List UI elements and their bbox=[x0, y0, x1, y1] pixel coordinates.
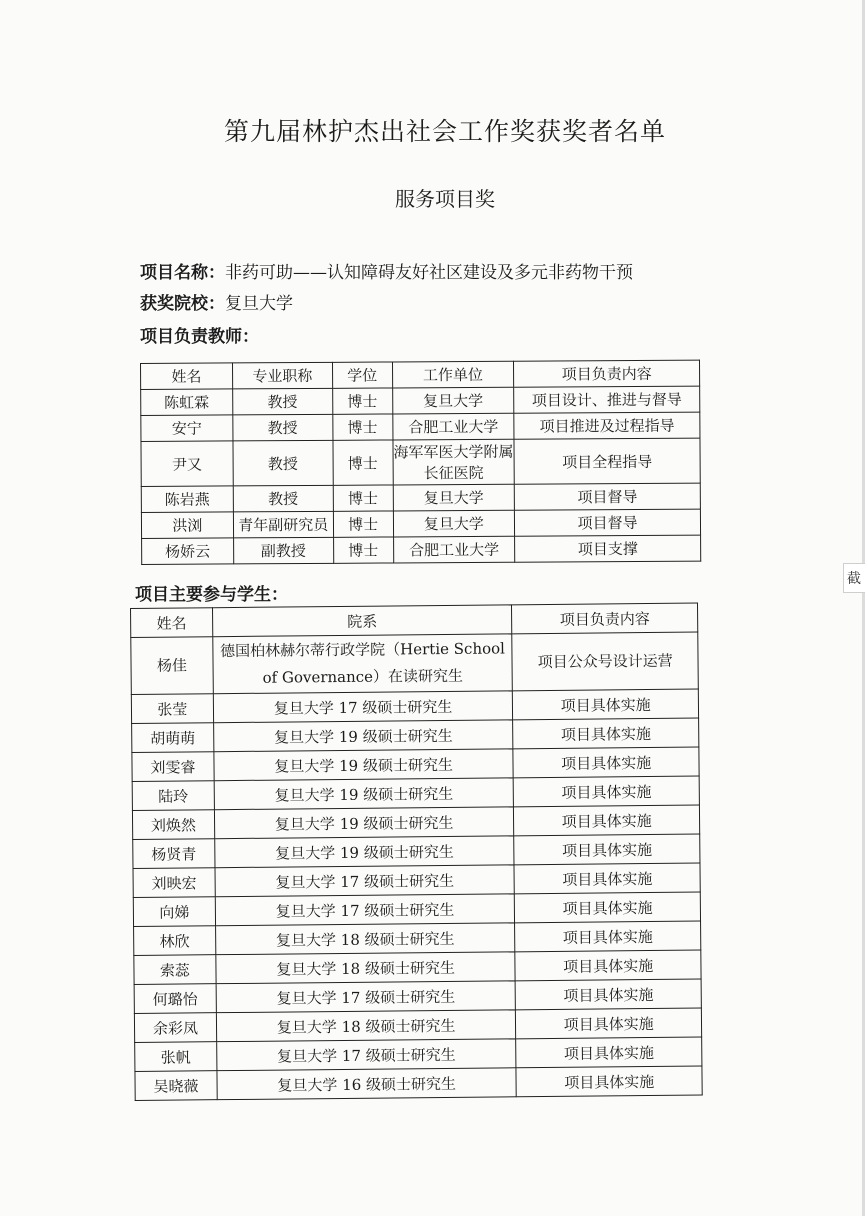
table-cell: 陈岩燕 bbox=[141, 486, 233, 513]
table-cell: 复旦大学 17 级硕士研究生 bbox=[217, 1039, 517, 1071]
table-cell: 复旦大学 17 级硕士研究生 bbox=[215, 865, 515, 897]
table-cell: 教授 bbox=[232, 388, 332, 415]
table-cell: 复旦大学 bbox=[392, 387, 514, 414]
table-row bbox=[141, 438, 700, 486]
table-cell: 张帆 bbox=[135, 1042, 217, 1072]
table-cell: 胡萌萌 bbox=[132, 723, 214, 753]
header-degree: 学位 bbox=[332, 362, 392, 388]
table-cell: 海军军医大学附属长征医院 bbox=[393, 439, 515, 485]
table-cell: 教授 bbox=[233, 440, 333, 486]
table-cell: 副教授 bbox=[233, 537, 333, 564]
table-row bbox=[135, 1066, 702, 1100]
table-cell: 林欣 bbox=[134, 926, 216, 956]
table-cell: 教授 bbox=[233, 414, 333, 441]
header-department: 院系 bbox=[212, 605, 512, 637]
table-cell: 张莹 bbox=[131, 694, 213, 724]
teachers-table bbox=[140, 360, 701, 565]
table-cell: 项目公众号设计运营 bbox=[512, 632, 698, 691]
page-subtitle: 服务项目奖 bbox=[395, 187, 495, 211]
table-cell: 博士 bbox=[333, 511, 393, 537]
students-table bbox=[130, 603, 703, 1101]
header-duty: 项目负责内容 bbox=[512, 603, 698, 634]
table-cell: 项目具体实施 bbox=[516, 1037, 702, 1068]
table-cell: 项目全程指导 bbox=[514, 438, 700, 484]
table-cell: 博士 bbox=[333, 485, 393, 511]
table-cell: 复旦大学 bbox=[393, 510, 515, 537]
teachers-label: 项目负责教师： bbox=[140, 327, 259, 347]
table-cell: 项目具体实施 bbox=[513, 689, 699, 720]
table-cell: 刘映宏 bbox=[133, 868, 215, 898]
table-cell: 项目支撑 bbox=[515, 535, 701, 562]
table-row bbox=[141, 412, 700, 441]
project-name-line bbox=[140, 258, 633, 283]
header-name: 姓名 bbox=[141, 363, 233, 390]
school-line bbox=[140, 289, 293, 314]
table-cell: 博士 bbox=[333, 537, 393, 563]
table-cell: 复旦大学 18 级硕士研究生 bbox=[215, 923, 515, 955]
table-cell: 索蕊 bbox=[134, 955, 216, 985]
table-cell: 复旦大学 19 级硕士研究生 bbox=[214, 778, 514, 810]
school-label: 获奖院校： bbox=[140, 294, 225, 314]
table-cell: 项目具体实施 bbox=[515, 979, 701, 1010]
table-cell: 复旦大学 19 级硕士研究生 bbox=[215, 836, 515, 868]
table-cell: 项目具体实施 bbox=[515, 921, 701, 952]
table-cell: 项目具体实施 bbox=[514, 776, 700, 807]
table-cell: 德国柏林赫尔蒂行政学院（Hertie School of Governance）在读研究生 bbox=[213, 634, 513, 694]
table-cell: 合肥工业大学 bbox=[393, 536, 515, 563]
table-cell: 青年副研究员 bbox=[233, 511, 333, 538]
table-cell: 复旦大学 17 级硕士研究生 bbox=[216, 981, 516, 1013]
table-cell: 项目具体实施 bbox=[516, 1066, 702, 1097]
table-row bbox=[141, 509, 700, 538]
table-cell: 项目具体实施 bbox=[513, 747, 699, 778]
table-cell: 项目督导 bbox=[515, 483, 701, 510]
table-cell: 复旦大学 18 级硕士研究生 bbox=[216, 1010, 516, 1042]
table-cell: 复旦大学 19 级硕士研究生 bbox=[213, 720, 513, 752]
table-cell: 陈虹霖 bbox=[141, 389, 233, 416]
table-cell: 项目具体实施 bbox=[515, 950, 701, 981]
teachers-table-header bbox=[141, 360, 700, 389]
table-cell: 博士 bbox=[332, 388, 392, 414]
table-row bbox=[141, 386, 700, 415]
table-cell: 向娣 bbox=[133, 897, 215, 927]
table-cell: 复旦大学 19 级硕士研究生 bbox=[214, 749, 514, 781]
table-cell: 刘焕然 bbox=[132, 810, 214, 840]
table-row bbox=[141, 483, 700, 512]
table-cell: 项目督导 bbox=[515, 509, 701, 536]
table-cell: 项目具体实施 bbox=[513, 718, 699, 749]
table-cell: 合肥工业大学 bbox=[392, 413, 514, 440]
students-heading: 项目主要参与学生： bbox=[135, 585, 288, 605]
header-title: 专业职称 bbox=[232, 362, 332, 389]
header-duty: 项目负责内容 bbox=[514, 360, 700, 387]
table-row bbox=[131, 632, 699, 694]
project-name-label: 项目名称： bbox=[140, 263, 225, 283]
table-cell: 刘雯睿 bbox=[132, 752, 214, 782]
table-cell: 项目推进及过程指导 bbox=[514, 412, 700, 439]
table-cell: 吴晓薇 bbox=[135, 1071, 217, 1101]
table-row bbox=[142, 535, 701, 564]
table-cell: 项目具体实施 bbox=[514, 805, 700, 836]
table-cell: 何璐怡 bbox=[134, 984, 216, 1014]
project-name-value: 非药可助——认知障碍友好社区建设及多元非药物干预 bbox=[225, 263, 633, 283]
table-cell: 余彩凤 bbox=[134, 1013, 216, 1043]
screenshot-side-tab[interactable]: 截 bbox=[843, 563, 865, 593]
table-cell: 项目设计、推进与督导 bbox=[514, 386, 700, 413]
school-value: 复旦大学 bbox=[225, 294, 293, 314]
table-cell: 教授 bbox=[233, 485, 333, 512]
table-cell: 项目具体实施 bbox=[514, 863, 700, 894]
table-cell: 项目具体实施 bbox=[516, 1008, 702, 1039]
table-cell: 杨贤青 bbox=[133, 839, 215, 869]
table-cell: 项目具体实施 bbox=[515, 892, 701, 923]
table-cell: 陆玲 bbox=[132, 781, 214, 811]
table-cell: 洪浏 bbox=[141, 512, 233, 539]
page-title: 第九届林护杰出社会工作奖获奖者名单 bbox=[223, 117, 666, 146]
table-cell: 杨佳 bbox=[131, 637, 213, 695]
table-cell: 杨娇云 bbox=[142, 538, 234, 565]
header-name: 姓名 bbox=[131, 608, 213, 638]
table-cell: 复旦大学 17 级硕士研究生 bbox=[215, 894, 515, 926]
table-cell: 博士 bbox=[332, 414, 392, 440]
header-unit: 工作单位 bbox=[392, 361, 514, 388]
teachers-heading bbox=[140, 322, 259, 347]
table-cell: 博士 bbox=[333, 440, 393, 485]
table-cell: 项目具体实施 bbox=[514, 834, 700, 865]
table-cell: 安宁 bbox=[141, 415, 233, 442]
table-cell: 复旦大学 16 级硕士研究生 bbox=[217, 1068, 517, 1100]
table-cell: 复旦大学 17 级硕士研究生 bbox=[213, 691, 513, 723]
table-cell: 复旦大学 bbox=[393, 484, 515, 511]
table-cell: 复旦大学 19 级硕士研究生 bbox=[214, 807, 514, 839]
table-cell: 尹又 bbox=[141, 441, 233, 487]
table-cell: 复旦大学 18 级硕士研究生 bbox=[216, 952, 516, 984]
